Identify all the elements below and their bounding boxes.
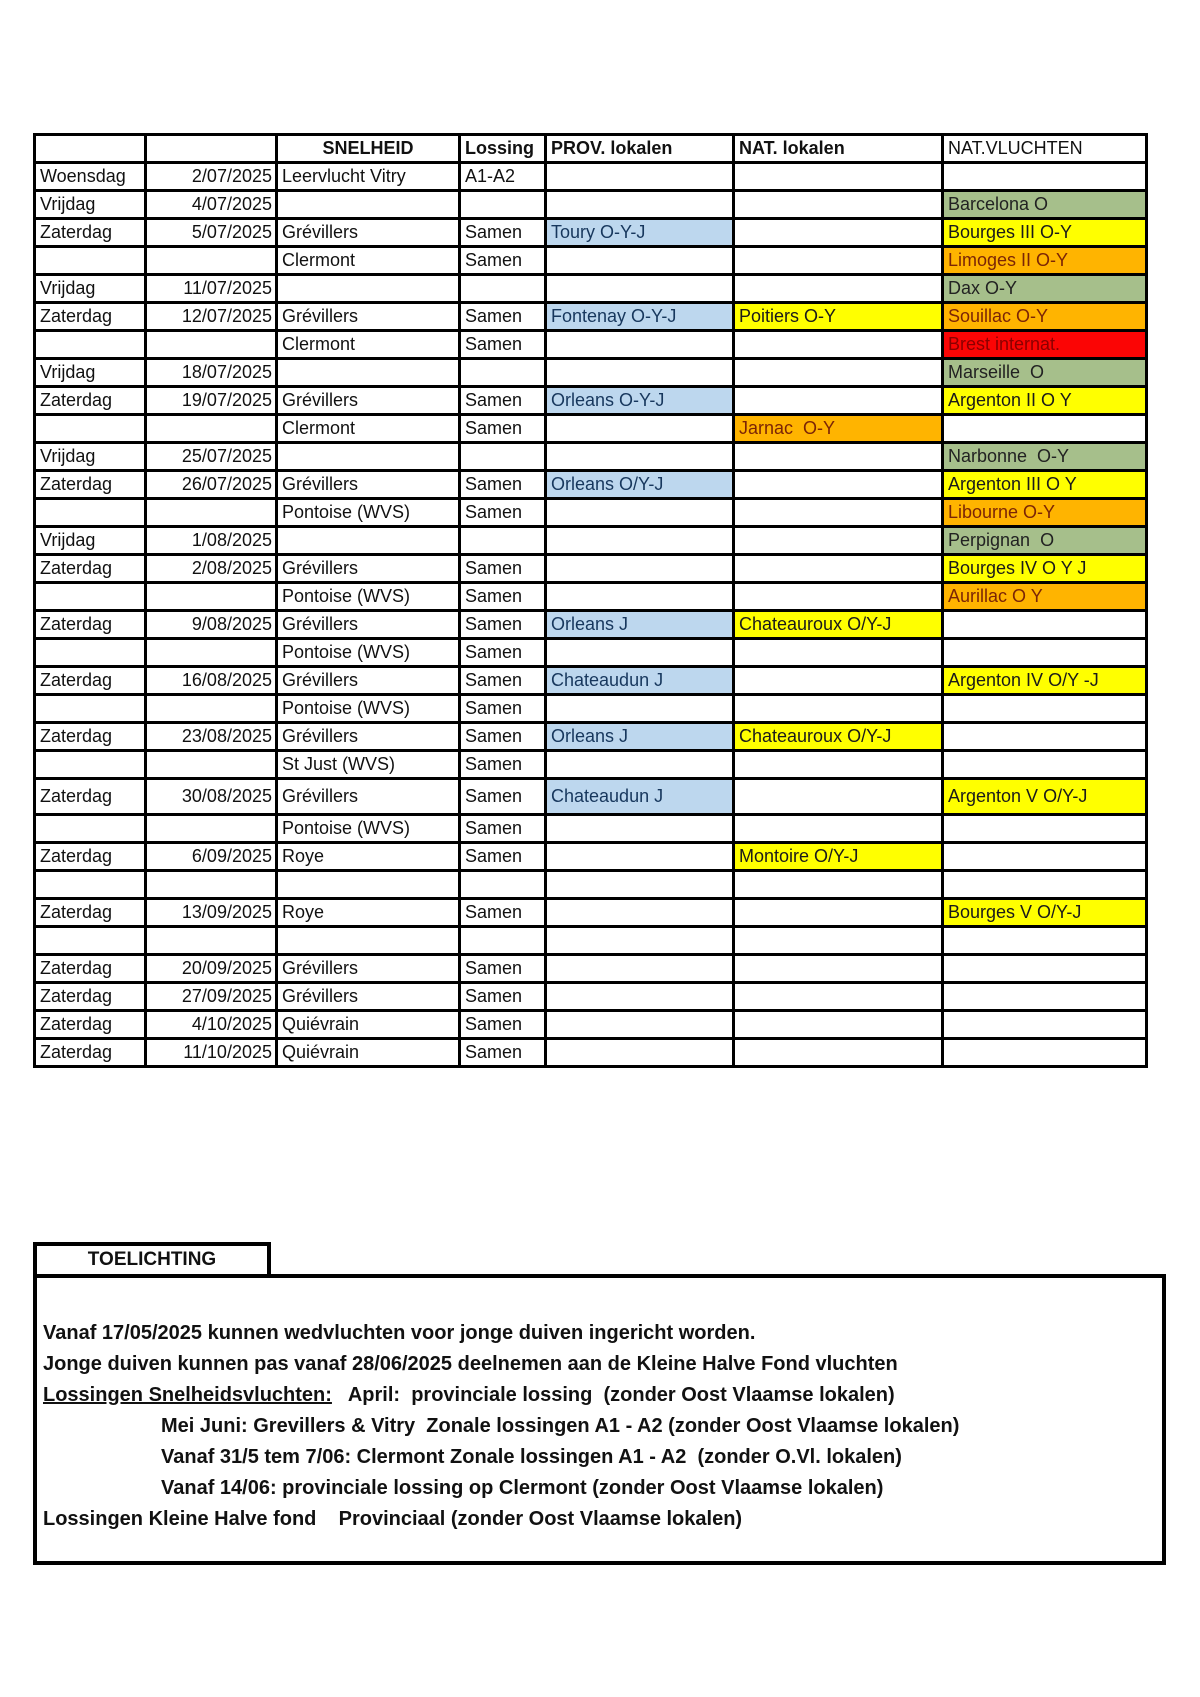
schedule-cell: [734, 1011, 943, 1039]
table-row: [35, 219, 1147, 247]
schedule-cell: [35, 415, 146, 443]
schedule-cell: Limoges II O-Y: [943, 247, 1147, 275]
schedule-cell: Samen: [460, 415, 546, 443]
schedule-cell: Grévillers: [277, 387, 460, 415]
schedule-cell: Grévillers: [277, 667, 460, 695]
schedule-cell: [943, 163, 1147, 191]
table-row: [35, 583, 1147, 611]
schedule-cell: 30/08/2025: [146, 779, 277, 815]
schedule-cell: [734, 899, 943, 927]
schedule-cell: Grévillers: [277, 555, 460, 583]
document-sheet: [33, 133, 1166, 1068]
schedule-cell: Grévillers: [277, 611, 460, 639]
column-header: NAT. lokalen: [734, 135, 943, 163]
schedule-cell: [734, 583, 943, 611]
schedule-cell: Samen: [460, 611, 546, 639]
schedule-cell: Zaterdag: [35, 723, 146, 751]
schedule-cell: Samen: [460, 555, 546, 583]
schedule-cell: [734, 871, 943, 899]
table-row: [35, 359, 1147, 387]
schedule-cell: Samen: [460, 639, 546, 667]
table-row: [35, 555, 1147, 583]
schedule-cell: Vrijdag: [35, 443, 146, 471]
table-row: [35, 191, 1147, 219]
schedule-cell: 4/07/2025: [146, 191, 277, 219]
schedule-cell: Samen: [460, 583, 546, 611]
schedule-cell: Marseille O: [943, 359, 1147, 387]
schedule-cell: [35, 695, 146, 723]
schedule-cell: [546, 955, 734, 983]
schedule-cell: Samen: [460, 1011, 546, 1039]
header-row: [35, 135, 1147, 163]
schedule-cell: Zaterdag: [35, 955, 146, 983]
schedule-cell: [546, 527, 734, 555]
schedule-cell: [734, 555, 943, 583]
schedule-cell: [943, 415, 1147, 443]
schedule-cell: Samen: [460, 387, 546, 415]
schedule-cell: [146, 331, 277, 359]
schedule-cell: Clermont: [277, 331, 460, 359]
schedule-cell: Orleans O/Y-J: [546, 471, 734, 499]
schedule-cell: Montoire O/Y-J: [734, 843, 943, 871]
schedule-cell: [734, 527, 943, 555]
schedule-cell: Barcelona O: [943, 191, 1147, 219]
schedule-cell: [277, 871, 460, 899]
schedule-cell: Zaterdag: [35, 471, 146, 499]
schedule-cell: Argenton III O Y: [943, 471, 1147, 499]
schedule-cell: [35, 331, 146, 359]
schedule-cell: 23/08/2025: [146, 723, 277, 751]
schedule-cell: Brest internat.: [943, 331, 1147, 359]
schedule-cell: [546, 499, 734, 527]
schedule-cell: Quiévrain: [277, 1039, 460, 1067]
schedule-cell: Woensdag: [35, 163, 146, 191]
schedule-cell: Samen: [460, 843, 546, 871]
table-row: [35, 415, 1147, 443]
schedule-cell: [734, 667, 943, 695]
schedule-cell: [277, 191, 460, 219]
schedule-cell: Orleans O-Y-J: [546, 387, 734, 415]
schedule-cell: [546, 191, 734, 219]
table-row: [35, 499, 1147, 527]
table-row: [35, 751, 1147, 779]
table-row: [35, 667, 1147, 695]
schedule-cell: [35, 871, 146, 899]
schedule-cell: [734, 983, 943, 1011]
schedule-cell: [546, 751, 734, 779]
schedule-cell: [734, 247, 943, 275]
schedule-cell: [35, 583, 146, 611]
schedule-cell: Zaterdag: [35, 303, 146, 331]
schedule-cell: [35, 815, 146, 843]
schedule-cell: Clermont: [277, 247, 460, 275]
table-row: [35, 275, 1147, 303]
schedule-cell: Roye: [277, 843, 460, 871]
table-body: [35, 163, 1147, 1067]
schedule-cell: [546, 1011, 734, 1039]
schedule-cell: [943, 751, 1147, 779]
schedule-cell: Zaterdag: [35, 219, 146, 247]
schedule-cell: [460, 443, 546, 471]
schedule-cell: Samen: [460, 331, 546, 359]
schedule-cell: Samen: [460, 751, 546, 779]
schedule-cell: [546, 899, 734, 927]
schedule-cell: [35, 927, 146, 955]
schedule-cell: [943, 871, 1147, 899]
table-row: [35, 443, 1147, 471]
schedule-cell: Chateaudun J: [546, 779, 734, 815]
schedule-cell: Grévillers: [277, 219, 460, 247]
schedule-cell: Dax O-Y: [943, 275, 1147, 303]
schedule-cell: Samen: [460, 667, 546, 695]
schedule-cell: [734, 927, 943, 955]
schedule-cell: 16/08/2025: [146, 667, 277, 695]
schedule-cell: Zaterdag: [35, 1011, 146, 1039]
schedule-cell: Samen: [460, 471, 546, 499]
schedule-cell: Jarnac O-Y: [734, 415, 943, 443]
schedule-cell: Samen: [460, 219, 546, 247]
schedule-cell: [146, 415, 277, 443]
table-row: [35, 1039, 1147, 1067]
schedule-cell: [546, 843, 734, 871]
schedule-cell: Orleans J: [546, 723, 734, 751]
schedule-cell: [277, 443, 460, 471]
schedule-cell: [460, 871, 546, 899]
schedule-cell: Bourges V O/Y-J: [943, 899, 1147, 927]
schedule-cell: 1/08/2025: [146, 527, 277, 555]
column-header: [35, 135, 146, 163]
table-row: [35, 303, 1147, 331]
schedule-cell: Samen: [460, 955, 546, 983]
column-header: NAT.VLUCHTEN: [943, 135, 1147, 163]
toelichting-section: [33, 1242, 1166, 1565]
schedule-cell: [734, 219, 943, 247]
schedule-cell: Grévillers: [277, 303, 460, 331]
schedule-cell: 6/09/2025: [146, 843, 277, 871]
schedule-cell: Samen: [460, 723, 546, 751]
schedule-cell: [277, 927, 460, 955]
schedule-cell: 5/07/2025: [146, 219, 277, 247]
schedule-cell: 20/09/2025: [146, 955, 277, 983]
schedule-cell: Fontenay O-Y-J: [546, 303, 734, 331]
schedule-cell: 13/09/2025: [146, 899, 277, 927]
schedule-cell: [277, 359, 460, 387]
table-row: [35, 779, 1147, 815]
schedule-cell: 4/10/2025: [146, 1011, 277, 1039]
schedule-cell: Grévillers: [277, 471, 460, 499]
toelichting-title: TOELICHTING: [33, 1242, 271, 1278]
schedule-cell: Grévillers: [277, 779, 460, 815]
column-header: [146, 135, 277, 163]
table-row: [35, 843, 1147, 871]
schedule-cell: 12/07/2025: [146, 303, 277, 331]
schedule-cell: [460, 359, 546, 387]
schedule-cell: [460, 275, 546, 303]
schedule-cell: 2/08/2025: [146, 555, 277, 583]
schedule-cell: Toury O-Y-J: [546, 219, 734, 247]
schedule-cell: Samen: [460, 1039, 546, 1067]
schedule-cell: Zaterdag: [35, 843, 146, 871]
schedule-cell: [546, 275, 734, 303]
schedule-cell: 26/07/2025: [146, 471, 277, 499]
schedule-cell: Samen: [460, 983, 546, 1011]
table-row: [35, 331, 1147, 359]
schedule-cell: [35, 751, 146, 779]
schedule-cell: [734, 955, 943, 983]
schedule-cell: [943, 955, 1147, 983]
toelichting-line: Lossingen Snelheidsvluchten: April: provinciale lossing (zonder Oost Vlaamse lokalen): [43, 1384, 895, 1406]
schedule-cell: [943, 639, 1147, 667]
schedule-cell: Leervlucht Vitry: [277, 163, 460, 191]
schedule-cell: Argenton V O/Y-J: [943, 779, 1147, 815]
schedule-cell: [943, 815, 1147, 843]
schedule-cell: [734, 387, 943, 415]
table-row: [35, 927, 1147, 955]
schedule-cell: [146, 583, 277, 611]
table-row: [35, 899, 1147, 927]
schedule-cell: Samen: [460, 695, 546, 723]
schedule-cell: [546, 695, 734, 723]
toelichting-line: Mei Juni: Grevillers & Vitry Zonale lossingen A1 - A2 (zonder Oost Vlaamse lokalen): [161, 1415, 960, 1437]
schedule-cell: Pontoise (WVS): [277, 499, 460, 527]
schedule-cell: [734, 191, 943, 219]
toelichting-line: Vanaf 17/05/2025 kunnen wedvluchten voor jonge duiven ingericht worden.: [43, 1322, 756, 1344]
schedule-cell: [460, 927, 546, 955]
schedule-cell: Bourges III O-Y: [943, 219, 1147, 247]
schedule-cell: Vrijdag: [35, 527, 146, 555]
schedule-cell: Quiévrain: [277, 1011, 460, 1039]
schedule-cell: [460, 527, 546, 555]
schedule-cell: Chateaudun J: [546, 667, 734, 695]
schedule-cell: [943, 843, 1147, 871]
schedule-cell: Vrijdag: [35, 275, 146, 303]
schedule-cell: Zaterdag: [35, 667, 146, 695]
schedule-cell: Grévillers: [277, 955, 460, 983]
schedule-cell: Pontoise (WVS): [277, 815, 460, 843]
schedule-cell: [146, 871, 277, 899]
schedule-cell: Perpignan O: [943, 527, 1147, 555]
table-row: [35, 611, 1147, 639]
toelichting-line-underlined: Lossingen Snelheidsvluchten:: [43, 1384, 332, 1406]
schedule-cell: [943, 1011, 1147, 1039]
schedule-cell: [734, 499, 943, 527]
schedule-cell: Samen: [460, 779, 546, 815]
schedule-cell: 11/10/2025: [146, 1039, 277, 1067]
schedule-cell: Narbonne O-Y: [943, 443, 1147, 471]
schedule-cell: Zaterdag: [35, 555, 146, 583]
table-row: [35, 723, 1147, 751]
schedule-cell: Samen: [460, 815, 546, 843]
schedule-cell: [546, 815, 734, 843]
schedule-cell: [734, 639, 943, 667]
table-row: [35, 871, 1147, 899]
schedule-cell: [943, 723, 1147, 751]
toelichting-line: Lossingen Kleine Halve fond Provinciaal (zonder Oost Vlaamse lokalen): [43, 1508, 743, 1530]
schedule-cell: [546, 163, 734, 191]
schedule-cell: Poitiers O-Y: [734, 303, 943, 331]
schedule-cell: Samen: [460, 499, 546, 527]
schedule-cell: [146, 247, 277, 275]
schedule-cell: [546, 639, 734, 667]
table-row: [35, 527, 1147, 555]
schedule-cell: [943, 695, 1147, 723]
column-header: Lossing: [460, 135, 546, 163]
schedule-cell: 27/09/2025: [146, 983, 277, 1011]
table-header-row: [35, 135, 1147, 163]
schedule-cell: [546, 871, 734, 899]
schedule-cell: [277, 275, 460, 303]
table-row: [35, 955, 1147, 983]
schedule-cell: 11/07/2025: [146, 275, 277, 303]
schedule-cell: [734, 815, 943, 843]
schedule-cell: [546, 443, 734, 471]
column-header: PROV. lokalen: [546, 135, 734, 163]
schedule-cell: [460, 191, 546, 219]
schedule-cell: Bourges IV O Y J: [943, 555, 1147, 583]
schedule-cell: [546, 983, 734, 1011]
table-row: [35, 247, 1147, 275]
schedule-cell: [546, 247, 734, 275]
table-row: [35, 983, 1147, 1011]
schedule-cell: [734, 275, 943, 303]
schedule-cell: [146, 695, 277, 723]
schedule-cell: [734, 1039, 943, 1067]
schedule-cell: Souillac O-Y: [943, 303, 1147, 331]
vluchtschema-table: [33, 133, 1148, 1068]
toelichting-line: Jonge duiven kunnen pas vanaf 28/06/2025 deelnemen aan de Kleine Halve Fond vluchten: [43, 1353, 898, 1375]
schedule-cell: [277, 527, 460, 555]
table-row: [35, 639, 1147, 667]
schedule-cell: Chateauroux O/Y-J: [734, 611, 943, 639]
table-row: [35, 387, 1147, 415]
schedule-cell: Argenton II O Y: [943, 387, 1147, 415]
schedule-cell: Grévillers: [277, 723, 460, 751]
schedule-cell: Zaterdag: [35, 1039, 146, 1067]
schedule-cell: [734, 331, 943, 359]
schedule-cell: Zaterdag: [35, 983, 146, 1011]
schedule-cell: Orleans J: [546, 611, 734, 639]
table-row: [35, 163, 1147, 191]
schedule-cell: 25/07/2025: [146, 443, 277, 471]
schedule-cell: [734, 163, 943, 191]
schedule-cell: [546, 927, 734, 955]
schedule-cell: [734, 695, 943, 723]
schedule-cell: [546, 331, 734, 359]
schedule-cell: Aurillac O Y: [943, 583, 1147, 611]
schedule-cell: 19/07/2025: [146, 387, 277, 415]
schedule-cell: Pontoise (WVS): [277, 639, 460, 667]
schedule-cell: 9/08/2025: [146, 611, 277, 639]
schedule-cell: Vrijdag: [35, 359, 146, 387]
table-row: [35, 1011, 1147, 1039]
schedule-cell: Grévillers: [277, 983, 460, 1011]
schedule-cell: Chateauroux O/Y-J: [734, 723, 943, 751]
schedule-cell: St Just (WVS): [277, 751, 460, 779]
schedule-cell: [35, 639, 146, 667]
table-row: [35, 695, 1147, 723]
schedule-cell: Zaterdag: [35, 899, 146, 927]
schedule-cell: [546, 415, 734, 443]
schedule-cell: Zaterdag: [35, 611, 146, 639]
schedule-cell: A1-A2: [460, 163, 546, 191]
schedule-cell: [943, 927, 1147, 955]
schedule-cell: Argenton IV O/Y -J: [943, 667, 1147, 695]
schedule-cell: 18/07/2025: [146, 359, 277, 387]
column-header: SNELHEID: [277, 135, 460, 163]
schedule-cell: Samen: [460, 247, 546, 275]
schedule-cell: [734, 751, 943, 779]
schedule-cell: [146, 751, 277, 779]
schedule-cell: Zaterdag: [35, 779, 146, 815]
schedule-cell: 2/07/2025: [146, 163, 277, 191]
schedule-cell: [734, 359, 943, 387]
schedule-cell: [35, 499, 146, 527]
schedule-cell: [546, 555, 734, 583]
schedule-cell: Clermont: [277, 415, 460, 443]
toelichting-line: Vanaf 31/5 tem 7/06: Clermont Zonale lossingen A1 - A2 (zonder O.Vl. lokalen): [161, 1446, 902, 1468]
schedule-cell: Samen: [460, 899, 546, 927]
schedule-cell: [734, 779, 943, 815]
toelichting-box: [33, 1274, 1166, 1565]
schedule-cell: Libourne O-Y: [943, 499, 1147, 527]
schedule-cell: Zaterdag: [35, 387, 146, 415]
schedule-cell: [146, 927, 277, 955]
schedule-cell: [146, 815, 277, 843]
schedule-cell: [546, 359, 734, 387]
schedule-cell: Vrijdag: [35, 191, 146, 219]
schedule-cell: [35, 247, 146, 275]
schedule-cell: Samen: [460, 303, 546, 331]
table-row: [35, 471, 1147, 499]
toelichting-line: Vanaf 14/06: provinciale lossing op Clermont (zonder Oost Vlaamse lokalen): [161, 1477, 884, 1499]
table-row: [35, 815, 1147, 843]
schedule-cell: [146, 499, 277, 527]
schedule-cell: [734, 471, 943, 499]
schedule-cell: [546, 583, 734, 611]
schedule-cell: Pontoise (WVS): [277, 695, 460, 723]
schedule-cell: [943, 1039, 1147, 1067]
schedule-cell: Roye: [277, 899, 460, 927]
schedule-cell: [943, 983, 1147, 1011]
schedule-cell: [546, 1039, 734, 1067]
schedule-cell: [734, 443, 943, 471]
schedule-cell: Pontoise (WVS): [277, 583, 460, 611]
schedule-cell: [146, 639, 277, 667]
schedule-cell: [943, 611, 1147, 639]
